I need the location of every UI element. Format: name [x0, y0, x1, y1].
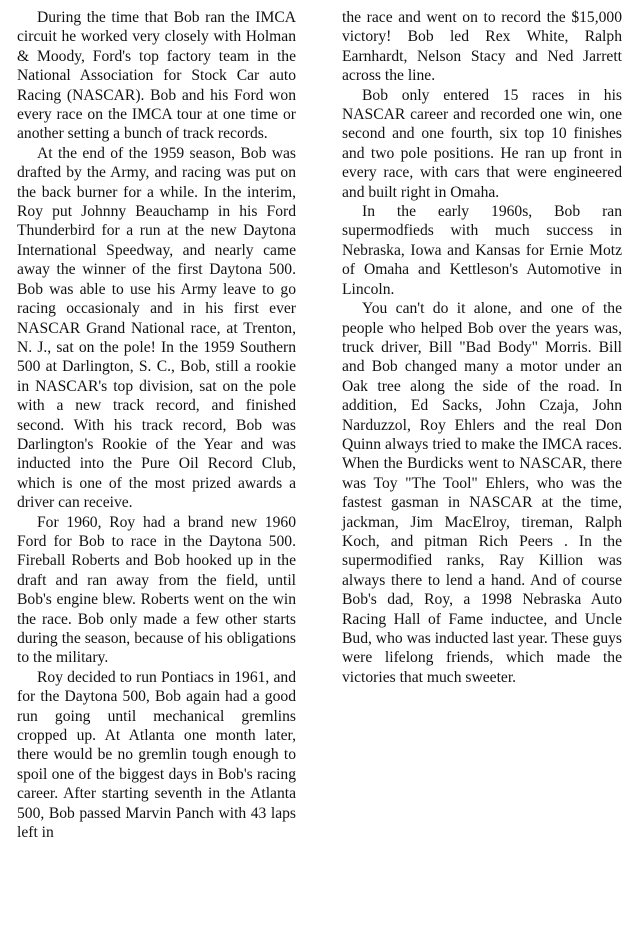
paragraph: You can't do it alone, and one of the people who helped Bob over the years was, truck driver, Bill "Bad Body" Morris. Bill and Bob changed many a motor under an Oak tree along the side of the road. In addition, Ed Sacks, John Czaja, John Narduzzol, Roy Ehlers and the real Don Quinn always tried to make the IMCA races. When the Burdicks went to NASCAR, there was Toy "The Tool" Ehlers, who was the fastest gasman in NASCAR at the time, jackman, Jim MacElroy, tireman, Ralph Koch, and pitman Rich Peers . In the supermodified ranks, Ray Killion was always there to lend a hand. And of course Bob's dad, Roy, a 1998 Nebraska Auto Racing Hall of Fame inductee, and Uncle Bud, who was inducted last year. These guys were lifelong friends, which made the victories that much sweeter.	[342, 300, 622, 686]
paragraph: Bob only entered 15 races in his NASCAR career and recorded one win, one second and one fourth, six top 10 finishes and two pole positions. He ran up front in every race, with cars that were engineered and built right in Omaha.	[342, 86, 622, 201]
paragraph: For 1960, Roy had a brand new 1960 Ford for Bob to race in the Daytona 500. Fireball Roberts and Bob hooked up in the draft and ran away from the field, until Bob's engine blew. Roberts went on the win the race. Bob only made a few other starts during the season, because of his obligations to the military.	[17, 513, 296, 667]
paragraph: Roy decided to run Pontiacs in 1961, and for the Daytona 500, Bob again had a good run going until mechanical gremlins cropped up. At Atlanta one month later, there would be no gremlin tough enough to spoil one of the biggest days in Bob's racing career. After starting seventh in the Atlanta 500, Bob passed Marvin Panch with 43 laps left in	[17, 668, 296, 842]
paragraph: At the end of the 1959 season, Bob was drafted by the Army, and racing was put on the back burner for a while. In the interim, Roy put Johnny Beauchamp in his Ford Thunderbird for a run at the new Daytona International Speedway, and nearly came away the winner of the first Daytona 500. Bob was able to use his Army leave to go racing occasionaly and in his first ever NASCAR Grand National race, at Trenton, N. J., sat on the pole! In the 1959 Southern 500 at Darlington, S. C., Bob, still a rookie in NASCAR's top division, sat on the pole with a new track record, and finished second. With his track record, Bob was Darlington's Rookie of the Year and was inducted into the Pure Oil Record Club, which is one of the most prized awards a driver can receive.	[17, 144, 296, 512]
paragraph: During the time that Bob ran the IMCA circuit he worked very closely with Holman & Moody, Ford's top factory team in the National Association for Stock Car auto Racing (NASCAR). Bob and his Ford won every race on the IMCA tour at one time or another setting a bunch of track records.	[17, 9, 296, 143]
left-column	[17, 8, 296, 842]
right-column	[342, 8, 622, 687]
paragraph: In the early 1960s, Bob ran supermodfieds with much success in Nebraska, Iowa and Kansas for Ernie Motz of Omaha and Kettleson's Automotive in Lincoln.	[342, 203, 622, 298]
paragraph-continued: the race and went on to record the $15,000 victory! Bob led Rex White, Ralph Earnhardt, Nelson Stacy and Ned Jarrett across the line.	[342, 9, 622, 85]
